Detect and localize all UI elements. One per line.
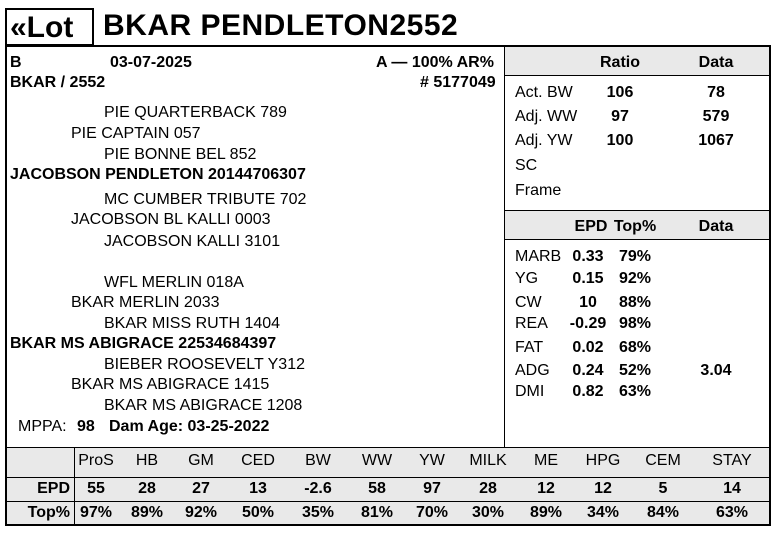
bottom-top-cell: 63% <box>715 504 749 521</box>
ratio-row-data: 1067 <box>698 132 734 149</box>
epd-row-top: 88% <box>618 294 652 311</box>
lot-box[interactable] <box>5 8 94 46</box>
ratio-row-ratio: 100 <box>606 132 634 149</box>
bottom-top-cell: 70% <box>415 504 449 521</box>
epd-header-epd: EPD <box>574 218 608 235</box>
ratio-row-data: 78 <box>707 84 725 101</box>
bottom-top-label: Top% <box>27 504 70 521</box>
epd-row-value: 0.33 <box>572 248 604 265</box>
epd-row-top: 63% <box>618 383 652 400</box>
registration: A — 100% AR% <box>376 54 494 71</box>
epd-row-label: DMI <box>515 383 545 400</box>
epd-row-top: 79% <box>618 248 652 265</box>
sex: B <box>10 54 22 71</box>
epd-row-label: MARB <box>515 248 562 265</box>
pedigree-sire-sire-sire: PIE QUARTERBACK 789 <box>104 104 287 121</box>
bottom-col-header: WW <box>361 452 393 469</box>
bottom-epd-cell: 12 <box>594 480 612 497</box>
epd-row-data: 3.04 <box>700 362 732 379</box>
epd-row-value: 0.02 <box>572 339 604 356</box>
bottom-top-cell: 30% <box>471 504 505 521</box>
bottom-top-cell: 92% <box>184 504 218 521</box>
pedigree-dam-sire-sire: WFL MERLIN 018A <box>104 274 244 291</box>
pedigree-dam-dam: BKAR MS ABIGRACE 1415 <box>71 376 270 393</box>
epd-header-data: Data <box>698 218 734 235</box>
bottom-col-header: ME <box>534 452 558 469</box>
bottom-top-cell: 34% <box>586 504 620 521</box>
epd-row-top: 52% <box>618 362 652 379</box>
bottom-epd-cell: 27 <box>192 480 210 497</box>
epd-row-label: CW <box>515 294 542 311</box>
epd-row-value: -0.29 <box>569 315 607 332</box>
ratio-row-ratio: 97 <box>611 108 629 125</box>
pedigree-dam-sire-dam: BKAR MISS RUTH 1404 <box>104 315 281 332</box>
divider-bottom-mid <box>7 477 769 478</box>
pedigree-dam-sire: BKAR MERLIN 2033 <box>71 294 220 311</box>
reg-number: # 5177049 <box>420 74 496 91</box>
owner-tag: BKAR / 2552 <box>10 74 106 91</box>
pedigree-dam: BKAR MS ABIGRACE 22534684397 <box>10 335 277 352</box>
bottom-top-cell: 84% <box>646 504 680 521</box>
bottom-epd-label: EPD <box>37 480 70 497</box>
bottom-epd-cell: 12 <box>537 480 555 497</box>
divider-vertical <box>504 47 505 447</box>
bottom-top-cell: 89% <box>130 504 164 521</box>
pedigree-sire-sire: PIE CAPTAIN 057 <box>71 125 201 142</box>
bottom-epd-cell: 13 <box>249 480 267 497</box>
divider-ratio-bottom <box>505 210 769 211</box>
dam-age: Dam Age: 03-25-2022 <box>109 418 270 435</box>
pedigree-sire-dam-dam: JACOBSON KALLI 3101 <box>104 233 281 250</box>
ratio-row-label: Act. BW <box>515 84 573 101</box>
divider-epd-header <box>505 239 769 240</box>
mppa-value: 98 <box>77 418 95 435</box>
bottom-col-header: HB <box>135 452 159 469</box>
ratio-row-label: Frame <box>515 182 562 199</box>
divider-ratio-header <box>505 75 769 76</box>
epd-row-value: 0.82 <box>572 383 604 400</box>
pedigree-sire-dam-sire: MC CUMBER TRIBUTE 702 <box>104 191 307 208</box>
ratio-row-data: 579 <box>702 108 730 125</box>
bottom-epd-cell: 14 <box>723 480 741 497</box>
bottom-col-header: STAY <box>712 452 752 469</box>
ratio-row-label: Adj. YW <box>515 132 573 149</box>
epd-row-value: 0.15 <box>572 270 604 287</box>
bottom-top-cell: 89% <box>529 504 563 521</box>
bottom-top-cell: 81% <box>360 504 394 521</box>
epd-row-top: 92% <box>618 270 652 287</box>
bottom-col-header: CED <box>241 452 275 469</box>
epd-row-label: FAT <box>515 339 544 356</box>
bottom-col-header: ProS <box>78 452 114 469</box>
bottom-epd-cell: 55 <box>87 480 105 497</box>
ratio-row-label: Adj. WW <box>515 108 578 125</box>
ratio-row-ratio: 106 <box>606 84 634 101</box>
bottom-col-header: BW <box>305 452 331 469</box>
ratio-row-label: SC <box>515 157 538 174</box>
page-title: BKAR PENDLETON2552 <box>103 9 459 42</box>
bottom-col-header: YW <box>419 452 445 469</box>
bottom-epd-cell: -2.6 <box>304 480 332 497</box>
lot-label: «Lot <box>10 11 74 44</box>
divider-bottom-row2 <box>7 501 769 502</box>
bottom-col-header: CEM <box>645 452 681 469</box>
bottom-epd-cell: 97 <box>423 480 441 497</box>
bottom-col-header: MILK <box>469 452 507 469</box>
epd-row-value: 0.24 <box>572 362 604 379</box>
ratio-header-ratio: Ratio <box>600 54 640 71</box>
epd-row-label: ADG <box>515 362 550 379</box>
bottom-col-header: GM <box>188 452 214 469</box>
pedigree-dam-dam-sire: BIEBER ROOSEVELT Y312 <box>104 356 305 373</box>
epd-row-top: 68% <box>618 339 652 356</box>
bottom-epd-cell: 58 <box>368 480 386 497</box>
bottom-top-cell: 97% <box>79 504 113 521</box>
divider-bottom-top <box>7 447 769 448</box>
epd-header-top: Top% <box>613 218 657 235</box>
pedigree-sire: JACOBSON PENDLETON 20144706307 <box>10 166 306 183</box>
ratio-header-data: Data <box>698 54 734 71</box>
bottom-epd-cell: 28 <box>479 480 497 497</box>
epd-row-top: 98% <box>618 315 652 332</box>
epd-row-label: REA <box>515 315 548 332</box>
pedigree-sire-dam: JACOBSON BL KALLI 0003 <box>71 211 271 228</box>
pedigree-dam-dam-dam: BKAR MS ABIGRACE 1208 <box>104 397 303 414</box>
mppa-label: MPPA: <box>18 418 67 435</box>
bottom-top-cell: 35% <box>301 504 335 521</box>
epd-row-value: 10 <box>579 294 597 311</box>
pedigree-sire-sire-dam: PIE BONNE BEL 852 <box>104 146 257 163</box>
bottom-top-cell: 50% <box>241 504 275 521</box>
bottom-epd-cell: 5 <box>658 480 668 497</box>
epd-row-label: YG <box>515 270 539 287</box>
bottom-epd-cell: 28 <box>138 480 156 497</box>
bottom-col-header: HPG <box>585 452 621 469</box>
birth-date: 03-07-2025 <box>110 54 192 71</box>
